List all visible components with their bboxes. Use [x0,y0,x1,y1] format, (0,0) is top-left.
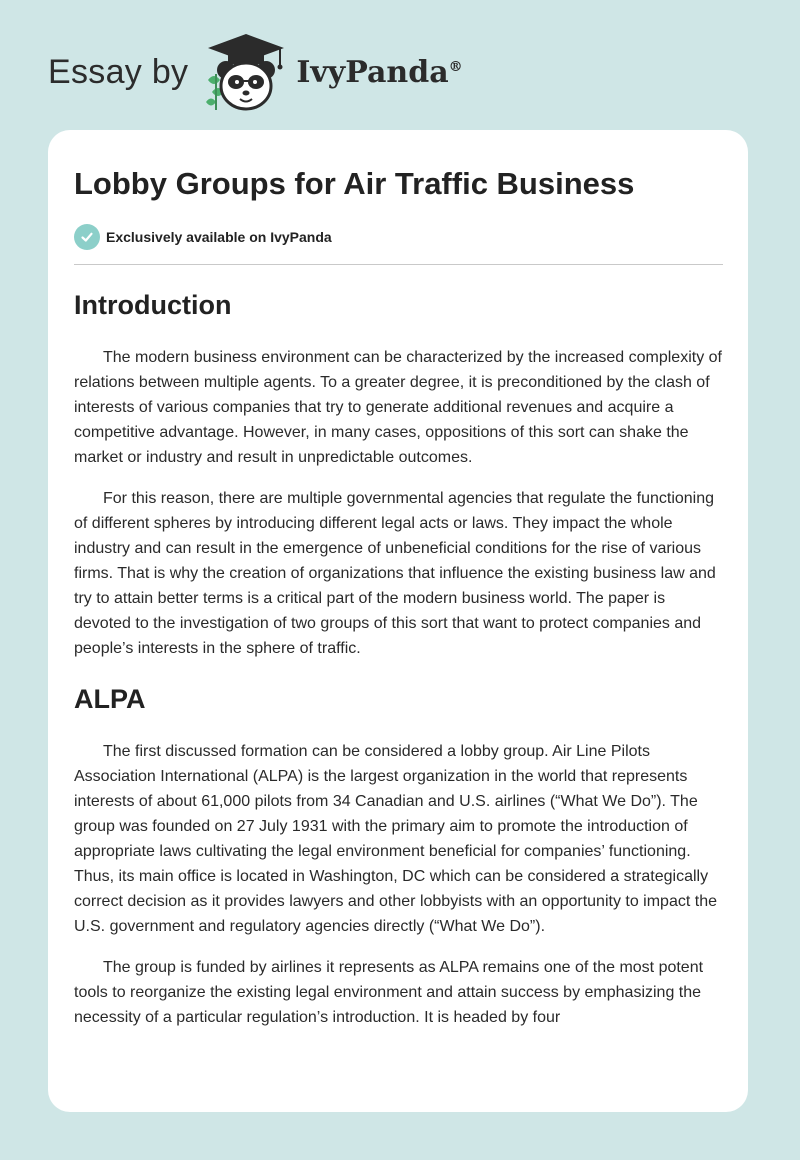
paragraph: The first discussed formation can be considered a lobby group. Air Line Pilots Association International (ALPA) is the largest organization in the world that represents interests of about 61,000 pilots from 34 Canadian and U.S. airlines (“What We Do”). The group was founded on 27 July 1931 with the primary aim to promote the introduction of appropriate laws cultivating the legal environment beneficial for companies’ functioning. Thus, its main office is located in Washington, DC which can be considered a strategically correct decision as it provides lawyers and other lobbyists with an opportunity to impact the U.S. government and regulatory agencies directly (“What We Do”). [74,743,717,935]
paragraph: For this reason, there are multiple governmental agencies that regulate the functioning of different spheres by introducing different legal acts or laws. They impact the whole industry and can result in the emergence of unbeneficial conditions for the rise of various firms. That is why the creation of organizations that influence the existing business law and try to attain better terms is a critical part of the modern business world. The paper is devoted to the investigation of two groups of this sort that want to protect companies and people’s interests in the sphere of traffic. [74,490,716,657]
panda-logo-icon [202,30,290,114]
essay-title: Lobby Groups for Air Traffic Business [74,166,635,201]
paragraph: The modern business environment can be characterized by the increased complexity of relations between multiple agents. To a greater degree, it is preconditioned by the clash of interests of various companies that try to generate additional revenues and acquire a competitive advantage. However, in many cases, oppositions of this sort can shake the market or industry and result in unpredictable outcomes. [74,349,722,466]
checkmark-icon [74,224,100,250]
section-heading-introduction: Introduction [74,290,232,320]
brand-name[interactable] [296,55,462,90]
registered-mark: ® [448,58,463,75]
paragraph: The group is funded by airlines it represents as ALPA remains one of the most potent tools to reorganize the existing legal environment and attain success by emphasizing the necessity of a particular regulation’s introduction. It is headed by four [74,959,704,1026]
brand-text: IvyPanda [296,54,449,90]
badge-label: Exclusively available on IvyPanda [106,229,332,245]
essay-card [48,130,748,1112]
title-divider [74,264,723,265]
section-heading-alpa: ALPA [74,684,146,714]
site-header [48,30,463,114]
essay-by-label: Essay by [48,52,189,91]
exclusive-badge [74,224,722,250]
